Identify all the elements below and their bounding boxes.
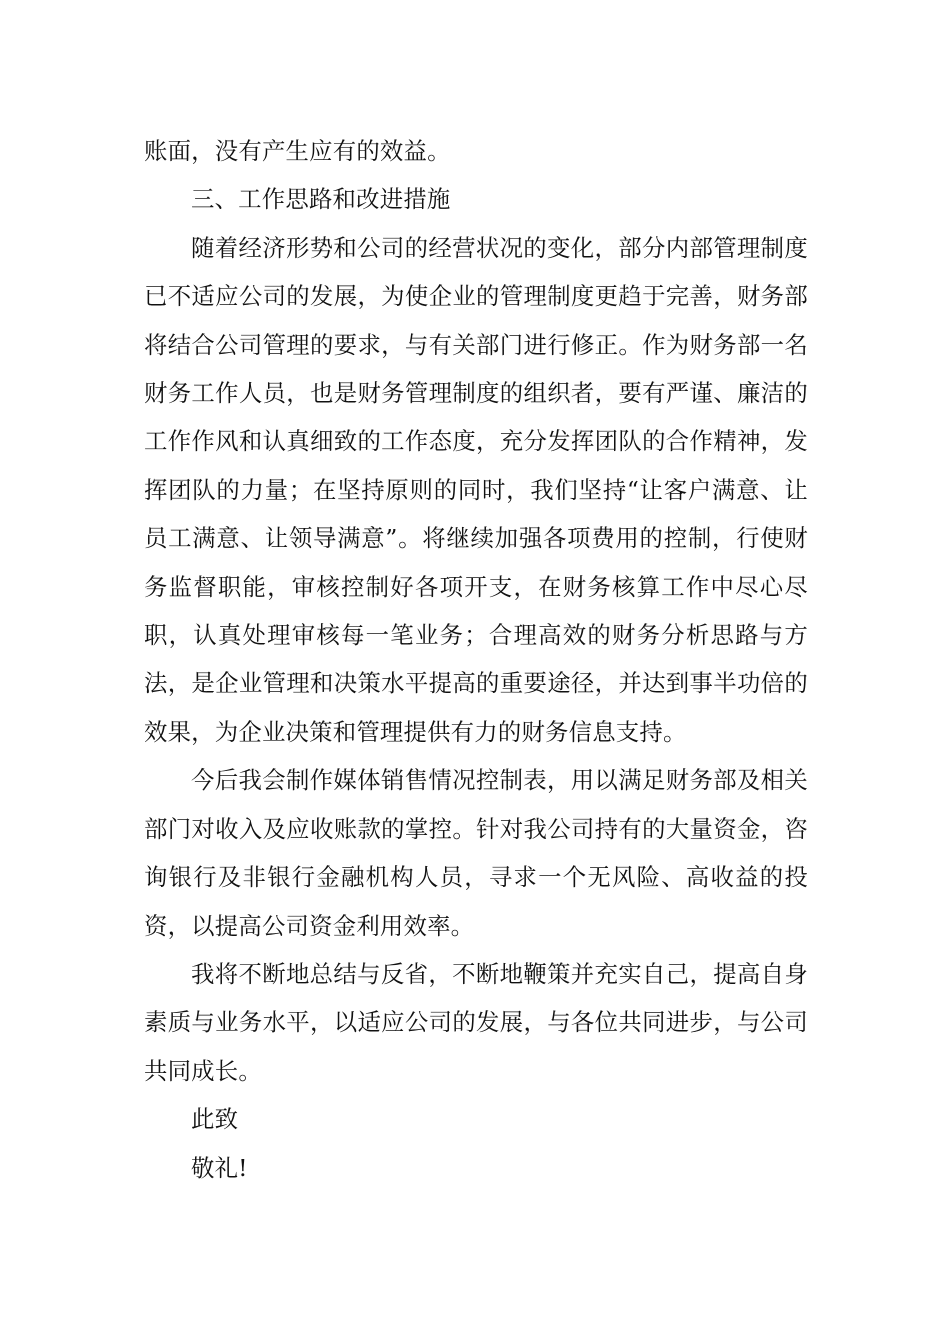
paragraph-work-ideas: 随着经济形势和公司的经营状况的变化，部分内部管理制度已不适应公司的发展，为使企业的管理制度更趋于完善，财务部将结合公司管理的要求，与有关部门进行修正。作为财务部一名财务工作人员，也是财务管理制度的组织者，要有严谨、廉洁的工作作风和认真细致的工作态度，充分发挥团队的合作精神，发挥团队的力量；在坚持原则的同时，我们坚持“让客户满意、让员工满意、让领导满意”。将继续加强各项费用的控制，行使财务监督职能，审核控制好各项开支，在财务核算工作中尽心尽职，认真处理审核每一笔业务；合理高效的财务分析思路与方法，是企业管理和决策水平提高的重要途径，并达到事半功倍的效果，为企业决策和管理提供有力的财务信息支持。: [144, 233, 808, 746]
paragraph-self-improvement: 我将不断地总结与反省，不断地鞭策并充实自己，提高自身素质与业务水平，以适应公司的发展，与各位共同进步，与公司共同成长。: [144, 959, 808, 1085]
section-heading: 三、工作思路和改进措施: [191, 185, 451, 214]
document-body: [144, 127, 808, 1192]
closing-regards: 敬礼!: [191, 1153, 248, 1182]
paragraph-continuation: 账面，没有产生应有的效益。: [144, 137, 451, 165]
closing-salutation: 此致: [191, 1105, 239, 1134]
paragraph-future-plan: 今后我会制作媒体销售情况控制表，用以满足财务部及相关部门对收入及应收账款的掌控。针对我公司持有的大量资金，咨询银行及非银行金融机构人员，寻求一个无风险、高收益的投资，以提高公司资金利用效率。: [144, 766, 808, 940]
